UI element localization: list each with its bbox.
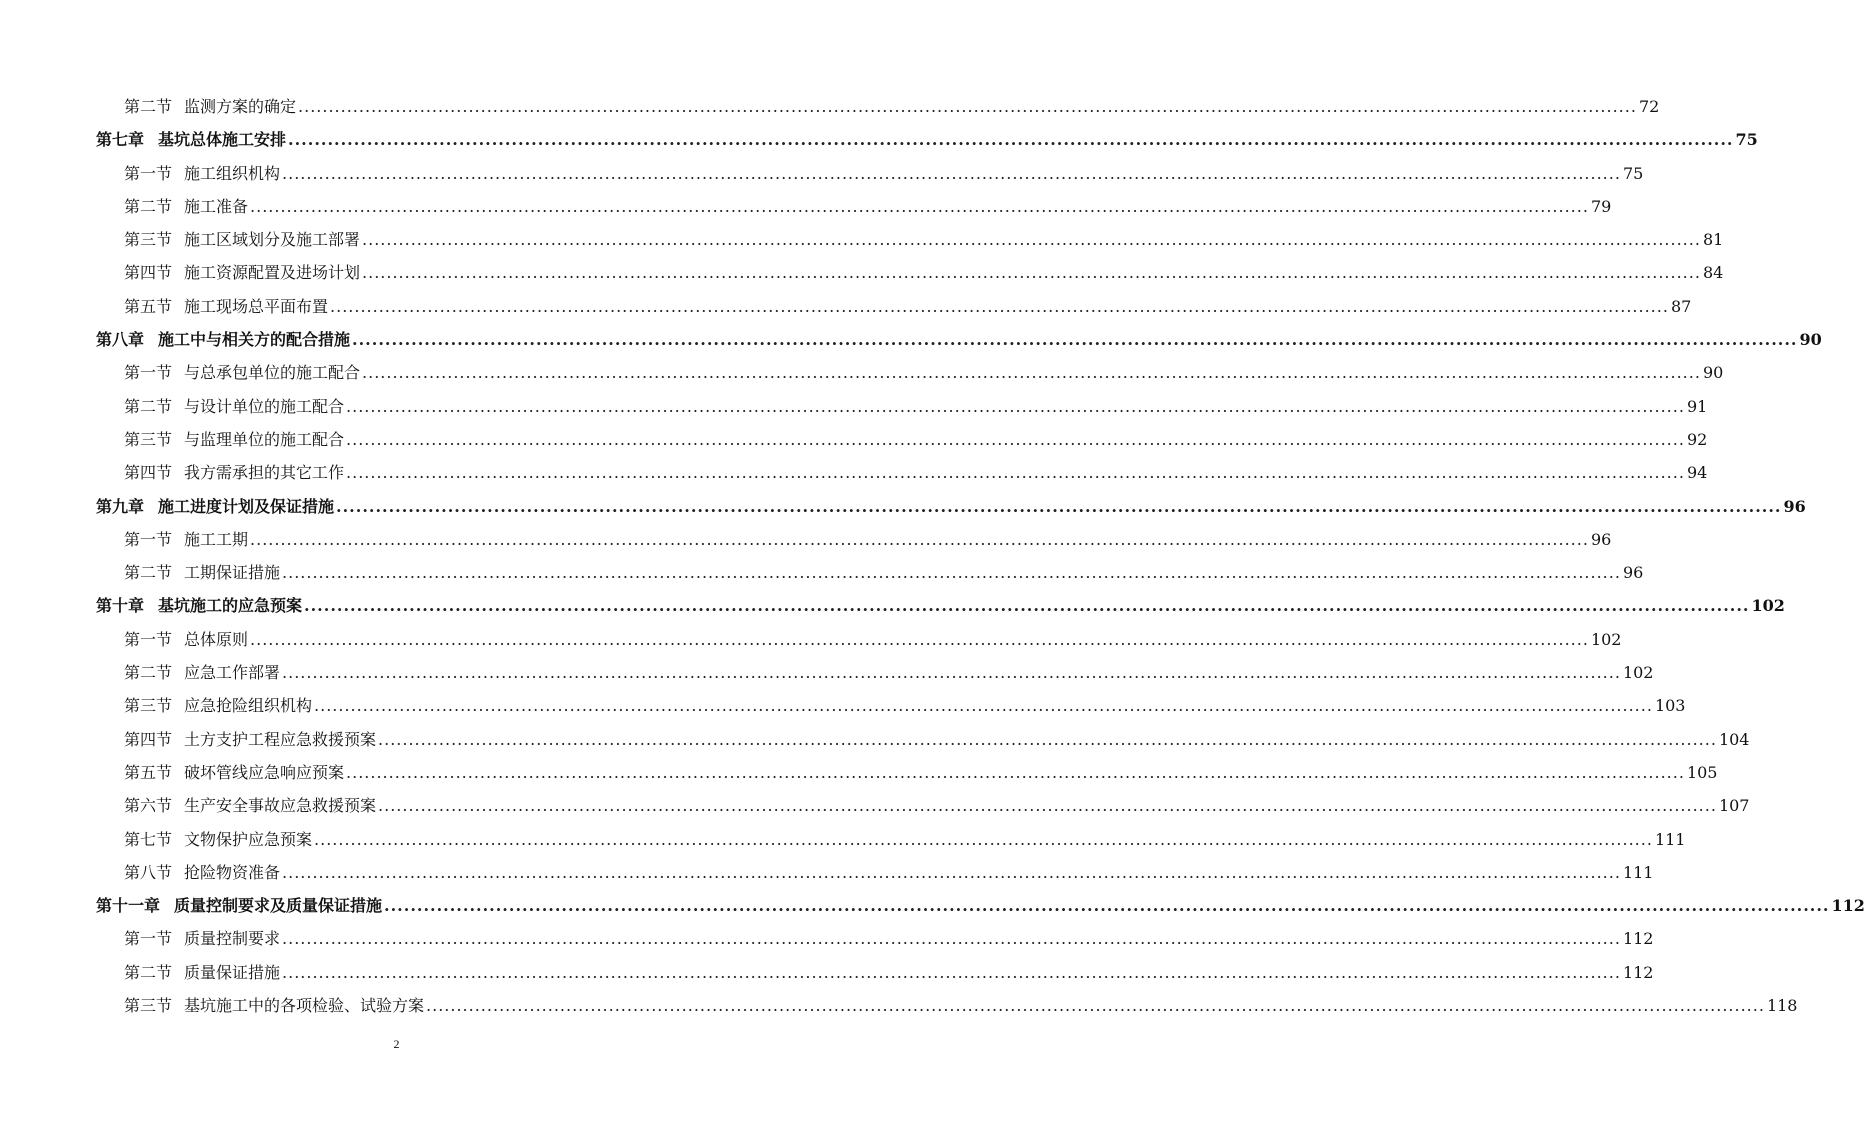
toc-entry-title: 监测方案的确定	[184, 97, 297, 116]
toc-section-entry[interactable]	[96, 823, 1686, 856]
toc-dot-leader: ............................................................................................................................................................................................................................	[384, 896, 1830, 916]
toc-entry-number: 第五节	[124, 762, 173, 782]
toc-entry-number: 第二节	[124, 563, 173, 583]
toc-entry-page: 96	[1590, 529, 1612, 549]
toc-entry-page: 102	[1590, 629, 1622, 649]
toc-entry-title: 与监理单位的施工配合	[184, 429, 345, 449]
toc-entry-page: 112	[1831, 896, 1865, 916]
toc-dot-leader: ............................................................................................................................................................................................................................	[282, 663, 1621, 683]
toc-dot-leader: ............................................................................................................................................................................................................................	[330, 296, 1669, 316]
toc-dot-leader: ............................................................................................................................................................................................................................	[346, 396, 1685, 416]
toc-entry-title: 基坑施工的应急预案	[158, 596, 303, 616]
toc-section-entry[interactable]	[96, 689, 1686, 722]
toc-section-entry[interactable]	[96, 223, 1724, 256]
toc-entry-number: 第五节	[124, 296, 173, 316]
toc-entry-title: 基坑施工中的各项检验、试验方案	[184, 996, 425, 1016]
toc-dot-leader: ............................................................................................................................................................................................................................	[346, 762, 1685, 782]
toc-section-entry[interactable]	[96, 789, 1750, 822]
toc-entry-title: 质量控制要求及质量保证措施	[174, 896, 383, 916]
toc-entry-page: 103	[1654, 696, 1686, 716]
toc-entry-title: 质量控制要求	[184, 929, 281, 949]
toc-entry-number: 第三节	[124, 230, 173, 250]
toc-entry-page: 91	[1686, 396, 1708, 416]
toc-section-entry[interactable]	[96, 390, 1708, 423]
toc-entry-title: 文物保护应急预案	[184, 829, 313, 849]
toc-entry-page: 75	[1735, 130, 1758, 150]
toc-entry-title: 施工资源配置及进场计划	[184, 263, 361, 283]
toc-entry-number: 第一节	[124, 929, 173, 949]
toc-entry-title: 应急抢险组织机构	[184, 696, 313, 716]
toc-entry-number: 第四节	[124, 463, 173, 483]
toc-section-entry[interactable]	[96, 290, 1692, 323]
toc-dot-leader: ............................................................................................................................................................................................................................	[378, 796, 1717, 816]
toc-dot-leader: ............................................................................................................................................................................................................................	[250, 529, 1589, 549]
toc-entry-number: 第四节	[124, 263, 173, 283]
toc-entry-number: 第二节	[124, 97, 173, 116]
toc-entry-page: 84	[1702, 263, 1724, 283]
toc-entry-title: 质量保证措施	[184, 962, 281, 982]
toc-entry-page: 96	[1783, 496, 1806, 516]
toc-entry-title: 抢险物资准备	[184, 862, 281, 882]
toc-entry-title: 施工进度计划及保证措施	[158, 496, 335, 516]
toc-dot-leader: ............................................................................................................................................................................................................................	[314, 696, 1653, 716]
toc-entry-page: 79	[1590, 196, 1612, 216]
toc-entry-number: 第一节	[124, 163, 173, 183]
toc-dot-leader: ............................................................................................................................................................................................................................	[282, 163, 1621, 183]
toc-dot-leader: ............................................................................................................................................................................................................................	[346, 429, 1685, 449]
toc-entry-title: 应急工作部署	[184, 663, 281, 683]
toc-dot-leader: ............................................................................................................................................................................................................................	[304, 596, 1750, 616]
toc-entry-number: 第三节	[124, 696, 173, 716]
toc-chapter-entry[interactable]	[96, 589, 1785, 622]
toc-entry-page: 105	[1686, 762, 1718, 782]
toc-entry-page: 107	[1718, 796, 1750, 816]
toc-dot-leader: ............................................................................................................................................................................................................................	[282, 962, 1621, 982]
toc-entry-page: 112	[1622, 929, 1654, 949]
toc-dot-leader: ............................................................................................................................................................................................................................	[250, 629, 1589, 649]
toc-section-entry[interactable]	[96, 922, 1654, 955]
toc-entry-number: 第九章	[96, 496, 145, 516]
toc-entry-title: 与设计单位的施工配合	[184, 396, 345, 416]
toc-entry-page: 111	[1622, 862, 1654, 882]
toc-section-entry[interactable]	[96, 656, 1654, 689]
toc-entry-number: 第一节	[124, 629, 173, 649]
toc-section-entry[interactable]	[96, 256, 1724, 289]
toc-section-entry[interactable]	[96, 356, 1724, 389]
toc-dot-leader: ............................................................................................................................................................................................................................	[362, 263, 1701, 283]
toc-entry-page: 102	[1751, 596, 1785, 616]
toc-entry-page: 112	[1622, 962, 1654, 982]
toc-entry-number: 第二节	[124, 962, 173, 982]
toc-section-entry[interactable]	[96, 190, 1612, 223]
toc-entry-page: 90	[1799, 330, 1822, 350]
toc-section-entry[interactable]	[96, 989, 1798, 1022]
toc-section-entry[interactable]	[96, 956, 1654, 989]
toc-entry-number: 第八节	[124, 862, 173, 882]
toc-entry-number: 第十章	[96, 596, 145, 616]
toc-dot-leader: ............................................................................................................................................................................................................................	[362, 363, 1701, 383]
toc-entry-page: 118	[1766, 996, 1798, 1016]
toc-dot-leader: ............................................................................................................................................................................................................................	[288, 130, 1734, 150]
toc-entry-number: 第三节	[124, 429, 173, 449]
table-of-contents	[96, 90, 1865, 1022]
toc-entry-number: 第二节	[124, 396, 173, 416]
toc-section-entry[interactable]	[96, 157, 1644, 190]
toc-dot-leader: ............................................................................................................................................................................................................................	[362, 230, 1701, 250]
toc-entry-page: 94	[1686, 463, 1708, 483]
toc-entry-number: 第七章	[96, 130, 145, 150]
toc-entry-page: 104	[1718, 729, 1750, 749]
toc-entry-number: 第二节	[124, 663, 173, 683]
toc-entry-title: 破坏管线应急响应预案	[184, 762, 345, 782]
toc-entry-page: 75	[1622, 163, 1644, 183]
toc-entry-number: 第十一章	[96, 896, 161, 916]
toc-entry-title: 施工中与相关方的配合措施	[158, 330, 351, 350]
toc-entry-title: 施工区域划分及施工部署	[184, 230, 361, 250]
toc-entry-number: 第四节	[124, 729, 173, 749]
toc-entry-number: 第三节	[124, 996, 173, 1016]
toc-dot-leader: ............................................................................................................................................................................................................................	[282, 929, 1621, 949]
toc-dot-leader: ............................................................................................................................................................................................................................	[314, 829, 1653, 849]
toc-dot-leader: ............................................................................................................................................................................................................................	[426, 996, 1765, 1016]
toc-entry-title: 施工工期	[184, 529, 249, 549]
toc-section-entry[interactable]	[96, 756, 1718, 789]
toc-chapter-entry[interactable]	[96, 123, 1758, 156]
toc-section-entry[interactable]	[96, 623, 1622, 656]
toc-dot-leader: ............................................................................................................................................................................................................................	[298, 97, 1637, 116]
toc-section-entry[interactable]	[96, 423, 1708, 456]
toc-dot-leader: ............................................................................................................................................................................................................................	[336, 496, 1782, 516]
toc-chapter-entry[interactable]	[96, 323, 1822, 356]
toc-entry-number: 第八章	[96, 330, 145, 350]
toc-dot-leader: ............................................................................................................................................................................................................................	[352, 330, 1798, 350]
toc-entry-page: 92	[1686, 429, 1708, 449]
toc-entry-number: 第一节	[124, 529, 173, 549]
toc-entry-page: 72	[1638, 97, 1660, 116]
toc-entry-title: 施工准备	[184, 196, 249, 216]
toc-dot-leader: ............................................................................................................................................................................................................................	[378, 729, 1717, 749]
toc-entry-title: 土方支护工程应急救援预案	[184, 729, 377, 749]
toc-entry-title: 基坑总体施工安排	[158, 130, 287, 150]
toc-entry-number: 第七节	[124, 829, 173, 849]
toc-entry-page: 96	[1622, 563, 1644, 583]
toc-dot-leader: ............................................................................................................................................................................................................................	[250, 196, 1589, 216]
toc-entry-number: 第六节	[124, 796, 173, 816]
toc-entry-page: 102	[1622, 663, 1654, 683]
toc-section-entry[interactable]	[96, 556, 1644, 589]
toc-section-entry[interactable]	[96, 523, 1612, 556]
toc-section-entry[interactable]	[96, 90, 1660, 123]
toc-entry-title: 工期保证措施	[184, 563, 281, 583]
toc-entry-number: 第一节	[124, 363, 173, 383]
toc-dot-leader: ............................................................................................................................................................................................................................	[282, 862, 1621, 882]
toc-dot-leader: ............................................................................................................................................................................................................................	[282, 563, 1621, 583]
toc-entry-page: 81	[1702, 230, 1724, 250]
toc-entry-title: 施工组织机构	[184, 163, 281, 183]
toc-section-entry[interactable]	[96, 723, 1750, 756]
page-number: 2	[393, 1037, 400, 1051]
toc-section-entry[interactable]	[96, 456, 1708, 489]
toc-entry-page: 90	[1702, 363, 1724, 383]
toc-chapter-entry[interactable]	[96, 889, 1865, 922]
toc-entry-number: 第二节	[124, 196, 173, 216]
toc-entry-page: 111	[1654, 829, 1686, 849]
toc-chapter-entry[interactable]	[96, 490, 1806, 523]
toc-entry-title: 我方需承担的其它工作	[184, 463, 345, 483]
toc-entry-title: 总体原则	[184, 629, 249, 649]
toc-dot-leader: ............................................................................................................................................................................................................................	[346, 463, 1685, 483]
toc-section-entry[interactable]	[96, 856, 1654, 889]
toc-entry-title: 与总承包单位的施工配合	[184, 363, 361, 383]
toc-entry-title: 施工现场总平面布置	[184, 296, 329, 316]
toc-entry-title: 生产安全事故应急救援预案	[184, 796, 377, 816]
toc-entry-page: 87	[1670, 296, 1692, 316]
